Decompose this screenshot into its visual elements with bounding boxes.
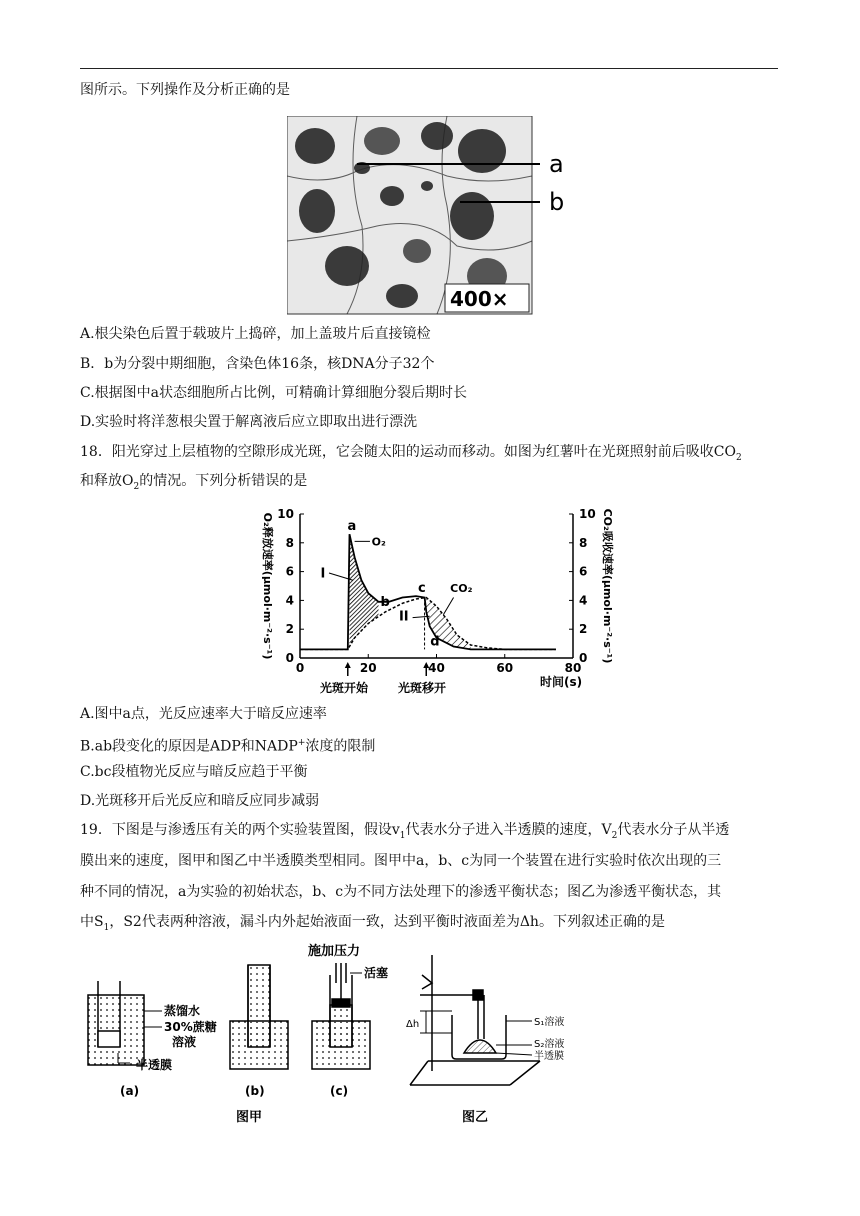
point-label: a xyxy=(347,519,357,535)
q19-line1-sub2: 2 xyxy=(611,830,618,841)
y-tick-label-left: 0 xyxy=(285,651,294,665)
ylabel-right: CO₂吸收速率(μmol·m⁻²·s⁻¹) xyxy=(601,508,614,664)
q19-line4-tail: ，S2代表两种溶液，漏斗内外起始液面一致，达到平衡时液面差为Δh。下列叙述正确的是 xyxy=(109,914,665,930)
q17-option-c: C.根据图中a状态细胞所占比例，可精确计算细胞分裂后期时长 xyxy=(80,385,468,401)
q19-line3: 种不同的情况，a为实验的初始状态，b、c为不同方法处理下的渗透平衡状态；图乙为渗透平衡状态，其 xyxy=(80,884,722,900)
y-tick-label-left: 4 xyxy=(285,593,294,608)
series-label-co2: CO₂ xyxy=(450,581,473,595)
y-tick-label-left: 10 xyxy=(277,507,294,521)
label-distilled-water: 蒸馏水 xyxy=(164,1004,201,1018)
question-17-stem-end: 图所示。下列操作及分析正确的是 xyxy=(80,82,290,98)
apparatus-yi xyxy=(410,955,540,1085)
q19-line1-mid: 代表水分子进入半透膜的速度，V xyxy=(405,822,612,838)
apparatus-b xyxy=(230,965,288,1069)
series-label-o2: O₂ xyxy=(371,535,386,549)
y-tick-label-right: 4 xyxy=(579,593,588,608)
q18-stem-sub2: 2 xyxy=(133,481,140,492)
label-piston: 活塞 xyxy=(364,966,389,980)
q18-option-b-tail: 浓度的限制 xyxy=(305,738,376,755)
x-tick-label: 0 xyxy=(295,661,305,675)
series-o2-line xyxy=(300,534,556,649)
y-tick-label-right: 10 xyxy=(579,507,596,521)
y-tick-label-right: 6 xyxy=(579,564,588,579)
region-label-ii: II xyxy=(398,609,409,625)
q19-line4-sub: 1 xyxy=(103,922,110,933)
y-tick-label-right: 0 xyxy=(579,651,588,665)
q17-option-a: A.根尖染色后置于载玻片上捣碎，加上盖玻片后直接镜检 xyxy=(80,326,431,342)
label-membrane-yi: 半透膜 xyxy=(534,1051,564,1062)
label-membrane: 半透膜 xyxy=(136,1058,173,1072)
point-label: b xyxy=(380,594,390,610)
sub-a: (a) xyxy=(120,1084,140,1098)
q18-option-b-sup: + xyxy=(297,738,306,748)
q19-line1 xyxy=(80,820,729,846)
osmosis-figure xyxy=(80,935,600,1130)
x-tick-label: 20 xyxy=(359,661,377,675)
y-tick-label-left: 6 xyxy=(285,564,294,579)
point-label: c xyxy=(418,581,426,597)
q18-stem-text1: 18．阳光穿过上层植物的空隙形成光斑，它会随太阳的运动而移动。如图为红薯叶在光斑照射前后吸收CO xyxy=(80,444,737,460)
sub-c: (c) xyxy=(330,1084,349,1098)
label-sucrose: 30%蔗糖 xyxy=(164,1020,217,1034)
y-tick-label-left: 2 xyxy=(285,622,294,637)
label-s2-solution: S₂溶液 xyxy=(534,1039,565,1050)
label-b: b xyxy=(549,188,565,216)
x-tick-label: 80 xyxy=(564,661,582,675)
q18-stem-sub1: 2 xyxy=(736,452,742,463)
q18-stem-line2 xyxy=(80,471,307,497)
x-tick-label: 60 xyxy=(496,661,514,675)
label-a: a xyxy=(549,150,564,178)
micrograph-figure xyxy=(287,116,587,316)
q17-option-d: D.实验时将洋葱根尖置于解离液后应立即取出进行漂洗 xyxy=(80,414,418,430)
label-solution: 溶液 xyxy=(172,1035,197,1049)
q19-line1-tail: 代表水分子从半透 xyxy=(617,822,730,838)
q18-stem-line1 xyxy=(80,442,742,468)
q19-line1-sub: 1 xyxy=(399,830,406,841)
annotation-end: 光斑移开 xyxy=(398,681,447,695)
caption-yi: 图乙 xyxy=(462,1110,489,1125)
q18-option-c: C.bc段植物光反应与暗反应趋于平衡 xyxy=(80,764,308,780)
q19-line4-text: 中S xyxy=(80,914,104,930)
q18-option-b-text: B.ab段变化的原因是ADP和NADP xyxy=(80,738,298,755)
q18-stem-text2a: 和释放O xyxy=(80,473,134,489)
caption-jia: 图甲 xyxy=(236,1110,263,1125)
q17-option-b: B．b为分裂中期细胞，含染色体16条，核DNA分子32个 xyxy=(80,356,435,372)
y-tick-label-right: 8 xyxy=(579,535,588,550)
xlabel: 时间(s) xyxy=(540,675,583,689)
sub-b: (b) xyxy=(245,1084,265,1098)
q19-line1-text: 19．下图是与渗透压有关的两个实验装置图，假设v xyxy=(80,822,400,838)
photosynthesis-chart xyxy=(250,500,620,700)
q18-stem-text2b: 的情况。下列分析错误的是 xyxy=(139,473,308,489)
q19-line4 xyxy=(80,912,665,938)
label-s1-solution: S₁溶液 xyxy=(534,1017,565,1028)
ylabel-left: O₂释放速率(μmol·m⁻²·s⁻¹) xyxy=(261,512,274,660)
y-tick-label-left: 8 xyxy=(285,535,294,550)
event-arrowhead xyxy=(345,662,351,668)
label-pressure: 施加压力 xyxy=(308,944,361,959)
scale-label: 400× xyxy=(450,287,509,311)
q18-option-d: D.光斑移开后光反应和暗反应同步减弱 xyxy=(80,793,320,809)
q19-line2: 膜出来的速度，图甲和图乙中半透膜类型相同。图甲中a，b、c为同一个装置在进行实验时依次出现的三 xyxy=(80,853,722,869)
q18-option-a: A.图中a点，光反应速率大于暗反应速率 xyxy=(80,706,327,722)
x-tick-label: 40 xyxy=(428,661,445,675)
label-delta-h: Δh xyxy=(406,1019,420,1030)
point-label: d xyxy=(430,634,440,650)
apparatus-a xyxy=(88,981,162,1065)
annotation-start: 光斑开始 xyxy=(320,681,369,695)
y-tick-label-right: 2 xyxy=(579,622,588,637)
header-rule xyxy=(80,68,778,69)
region-label-i: I xyxy=(320,566,326,582)
q18-option-b xyxy=(80,733,375,757)
apparatus-c xyxy=(312,963,370,1069)
